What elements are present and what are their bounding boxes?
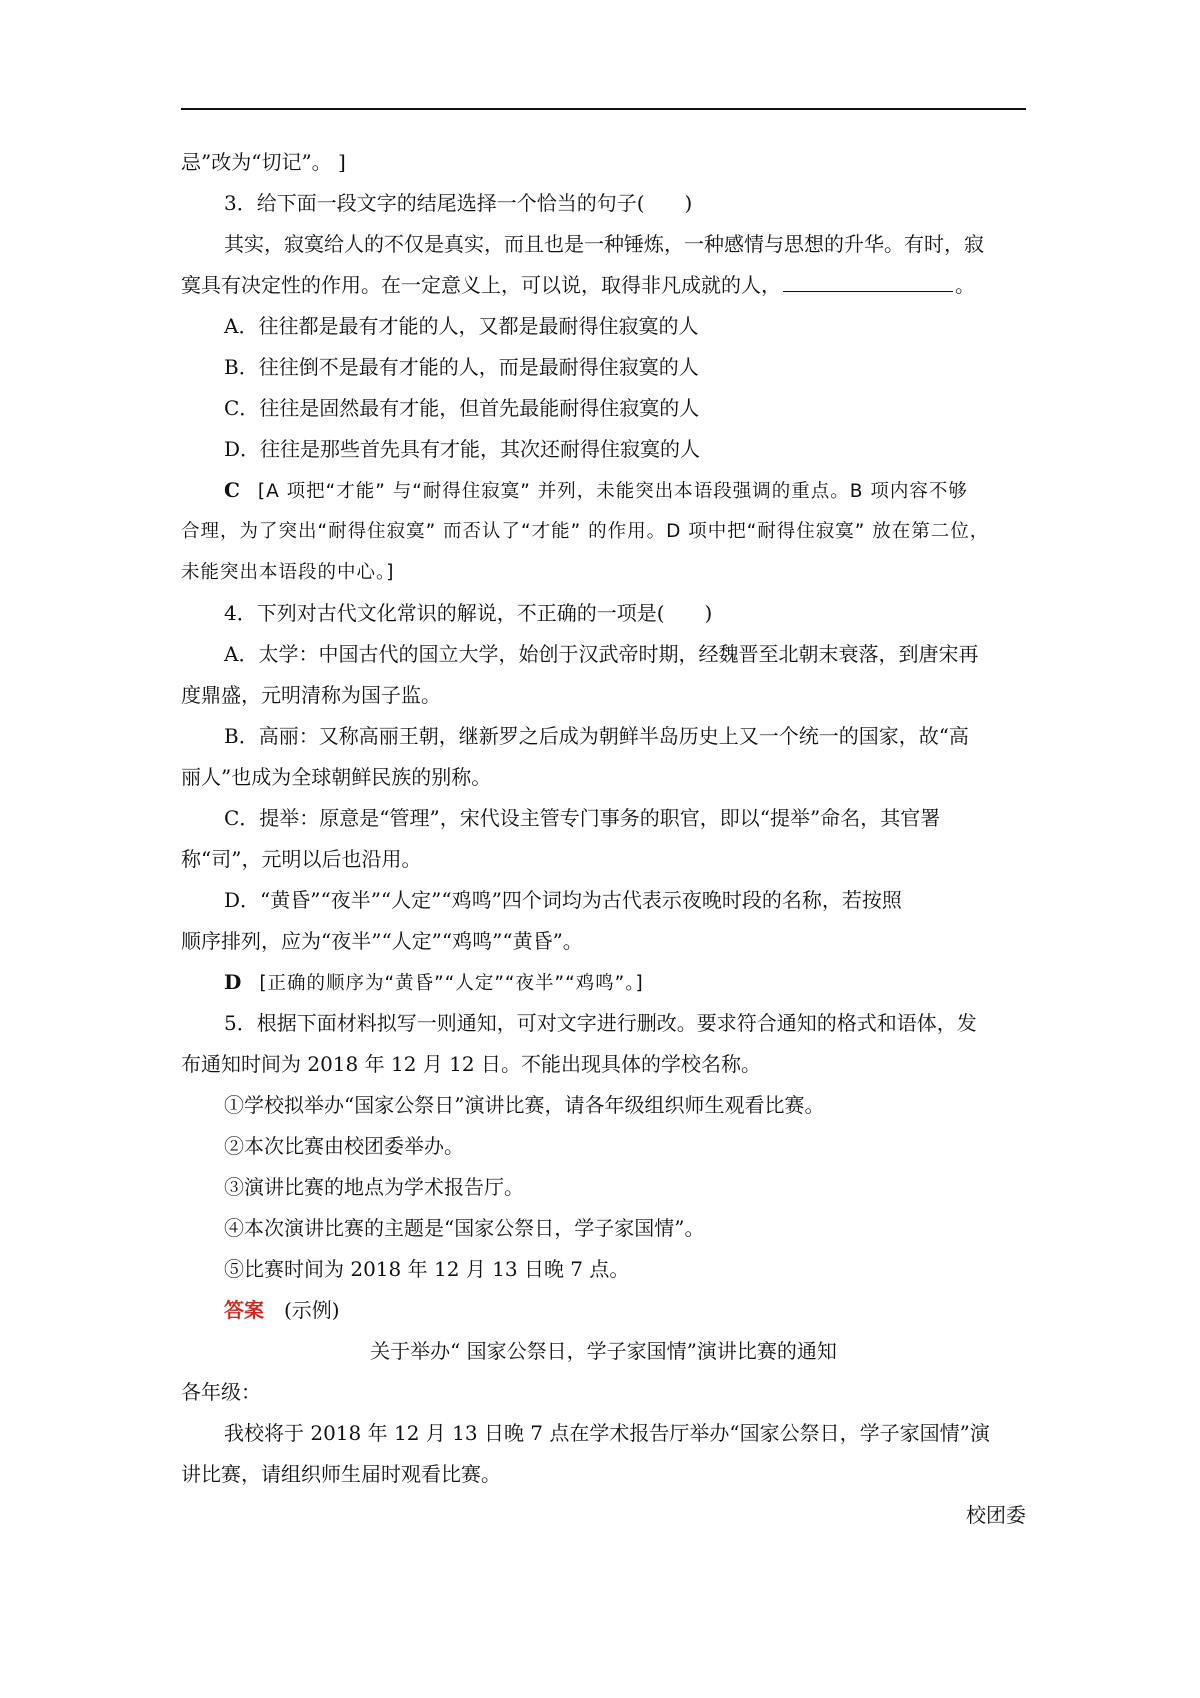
- material-item-5: ⑤比赛时间为 2018 年 12 月 13 日晚 7 点。: [224, 1257, 630, 1281]
- question-4-option-c-cont: 称“司”，元明以后也沿用。: [181, 847, 422, 871]
- question-4-stem: 4．下列对古代文化常识的解说，不正确的一项是( ): [224, 601, 713, 625]
- question-3-option-d: D．往往是那些首先具有才能，其次还耐得住寂寞的人: [224, 437, 701, 461]
- notice-body-line-2: 讲比赛，请组织师生届时观看比赛。: [181, 1462, 501, 1486]
- fill-in-blank: [783, 273, 953, 292]
- notice-title: 关于举办“ 国家公祭日，学子家国情”演讲比赛的通知: [370, 1339, 837, 1363]
- answer-example-note: (示例): [284, 1298, 340, 1322]
- answer-letter: D: [224, 970, 242, 994]
- question-3-stem: 3．给下面一段文字的结尾选择一个恰当的句子( ): [224, 191, 693, 215]
- question-3-option-a: A．往往都是最有才能的人，又都是最耐得住寂寞的人: [224, 314, 699, 338]
- notice-signature: 校团委: [966, 1503, 1026, 1527]
- material-item-4: ④本次演讲比赛的主题是“国家公祭日，学子家国情”。: [224, 1216, 705, 1240]
- question-4-option-b-cont: 丽人”也成为全球朝鲜民族的别称。: [181, 765, 492, 789]
- question-4-option-c: C．提举：原意是“管理”，宋代设主管专门事务的职官，即以“提举”命名，其官署: [224, 806, 941, 830]
- question-3-explanation-line-2: 合理，为了突出“耐得住寂寞” 而否认了“才能” 的作用。D 项中把“耐得住寂寞” 放在第二位，: [181, 521, 990, 542]
- question-4-option-a-cont: 度鼎盛，元明清称为国子监。: [181, 683, 441, 707]
- material-item-2: ②本次比赛由校团委举办。: [224, 1134, 464, 1158]
- answer-explanation: [正确的顺序为“黄昏”“人定”“夜半”“鸡鸣”。]: [259, 973, 644, 994]
- question-3-explanation-line-3: 未能突出本语段的中心。]: [181, 562, 395, 583]
- notice-recipient: 各年级：: [181, 1380, 261, 1404]
- question-3-option-c: C．往往是固然最有才能，但首先最能耐得住寂寞的人: [224, 396, 700, 420]
- notice-body-line-1: 我校将于 2018 年 12 月 13 日晚 7 点在学术报告厅举办“国家公祭日，学子家国情”演: [224, 1421, 990, 1445]
- answer-label: 答案: [224, 1298, 264, 1322]
- question-4-option-a: A．太学：中国古代的国立大学，始创于汉武帝时期，经魏晋至北朝末衰落，到唐宋再: [224, 642, 979, 666]
- question-5-stem: 5．根据下面材料拟写一则通知，可对文字进行删改。要求符合通知的格式和语体，发: [224, 1011, 977, 1035]
- answer-letter: C: [224, 478, 240, 502]
- material-item-1: ①学校拟举办“国家公祭日”演讲比赛，请各年级组织师生观看比赛。: [224, 1093, 825, 1117]
- question-5-stem-cont: 布通知时间为 2018 年 12 月 12 日。不能出现具体的学校名称。: [181, 1052, 761, 1076]
- passage-text: 寞具有决定性的作用。在一定意义上，可以说，取得非凡成就的人，: [181, 273, 781, 297]
- document-body: [181, 142, 1026, 1536]
- continued-line: 忌”改为“切记”。 ]: [181, 150, 346, 174]
- question-4-answer: [181, 962, 1026, 1003]
- question-4-option-b: B．高丽：又称高丽王朝，继新罗之后成为朝鲜半岛历史上又一个统一的国家，故“高: [224, 724, 969, 748]
- question-3-answer: [181, 470, 1026, 511]
- question-3-option-b: B．往往倒不是最有才能的人，而是最耐得住寂寞的人: [224, 355, 699, 379]
- question-4-option-d-cont: 顺序排列，应为“夜半”“人定”“鸡鸣”“黄昏”。: [181, 929, 583, 953]
- passage-end: 。: [955, 273, 975, 297]
- question-4-option-d: D．“黄昏”“夜半”“人定”“鸡鸣”四个词均为古代表示夜晚时段的名称，若按照: [224, 888, 902, 912]
- answer-heading: [181, 1290, 1026, 1331]
- header-rule: [181, 108, 1026, 110]
- question-3-passage-line-1: 其实，寂寞给人的不仅是真实，而且也是一种锤炼，一种感情与思想的升华。有时，寂: [224, 232, 984, 256]
- material-item-3: ③演讲比赛的地点为学术报告厅。: [224, 1175, 524, 1199]
- question-3-passage-line-2: [181, 265, 1026, 306]
- answer-explanation: [A 项把“才能” 与“耐得住寂寞” 并列，未能突出本语段强调的重点。B 项内容不够: [257, 481, 968, 502]
